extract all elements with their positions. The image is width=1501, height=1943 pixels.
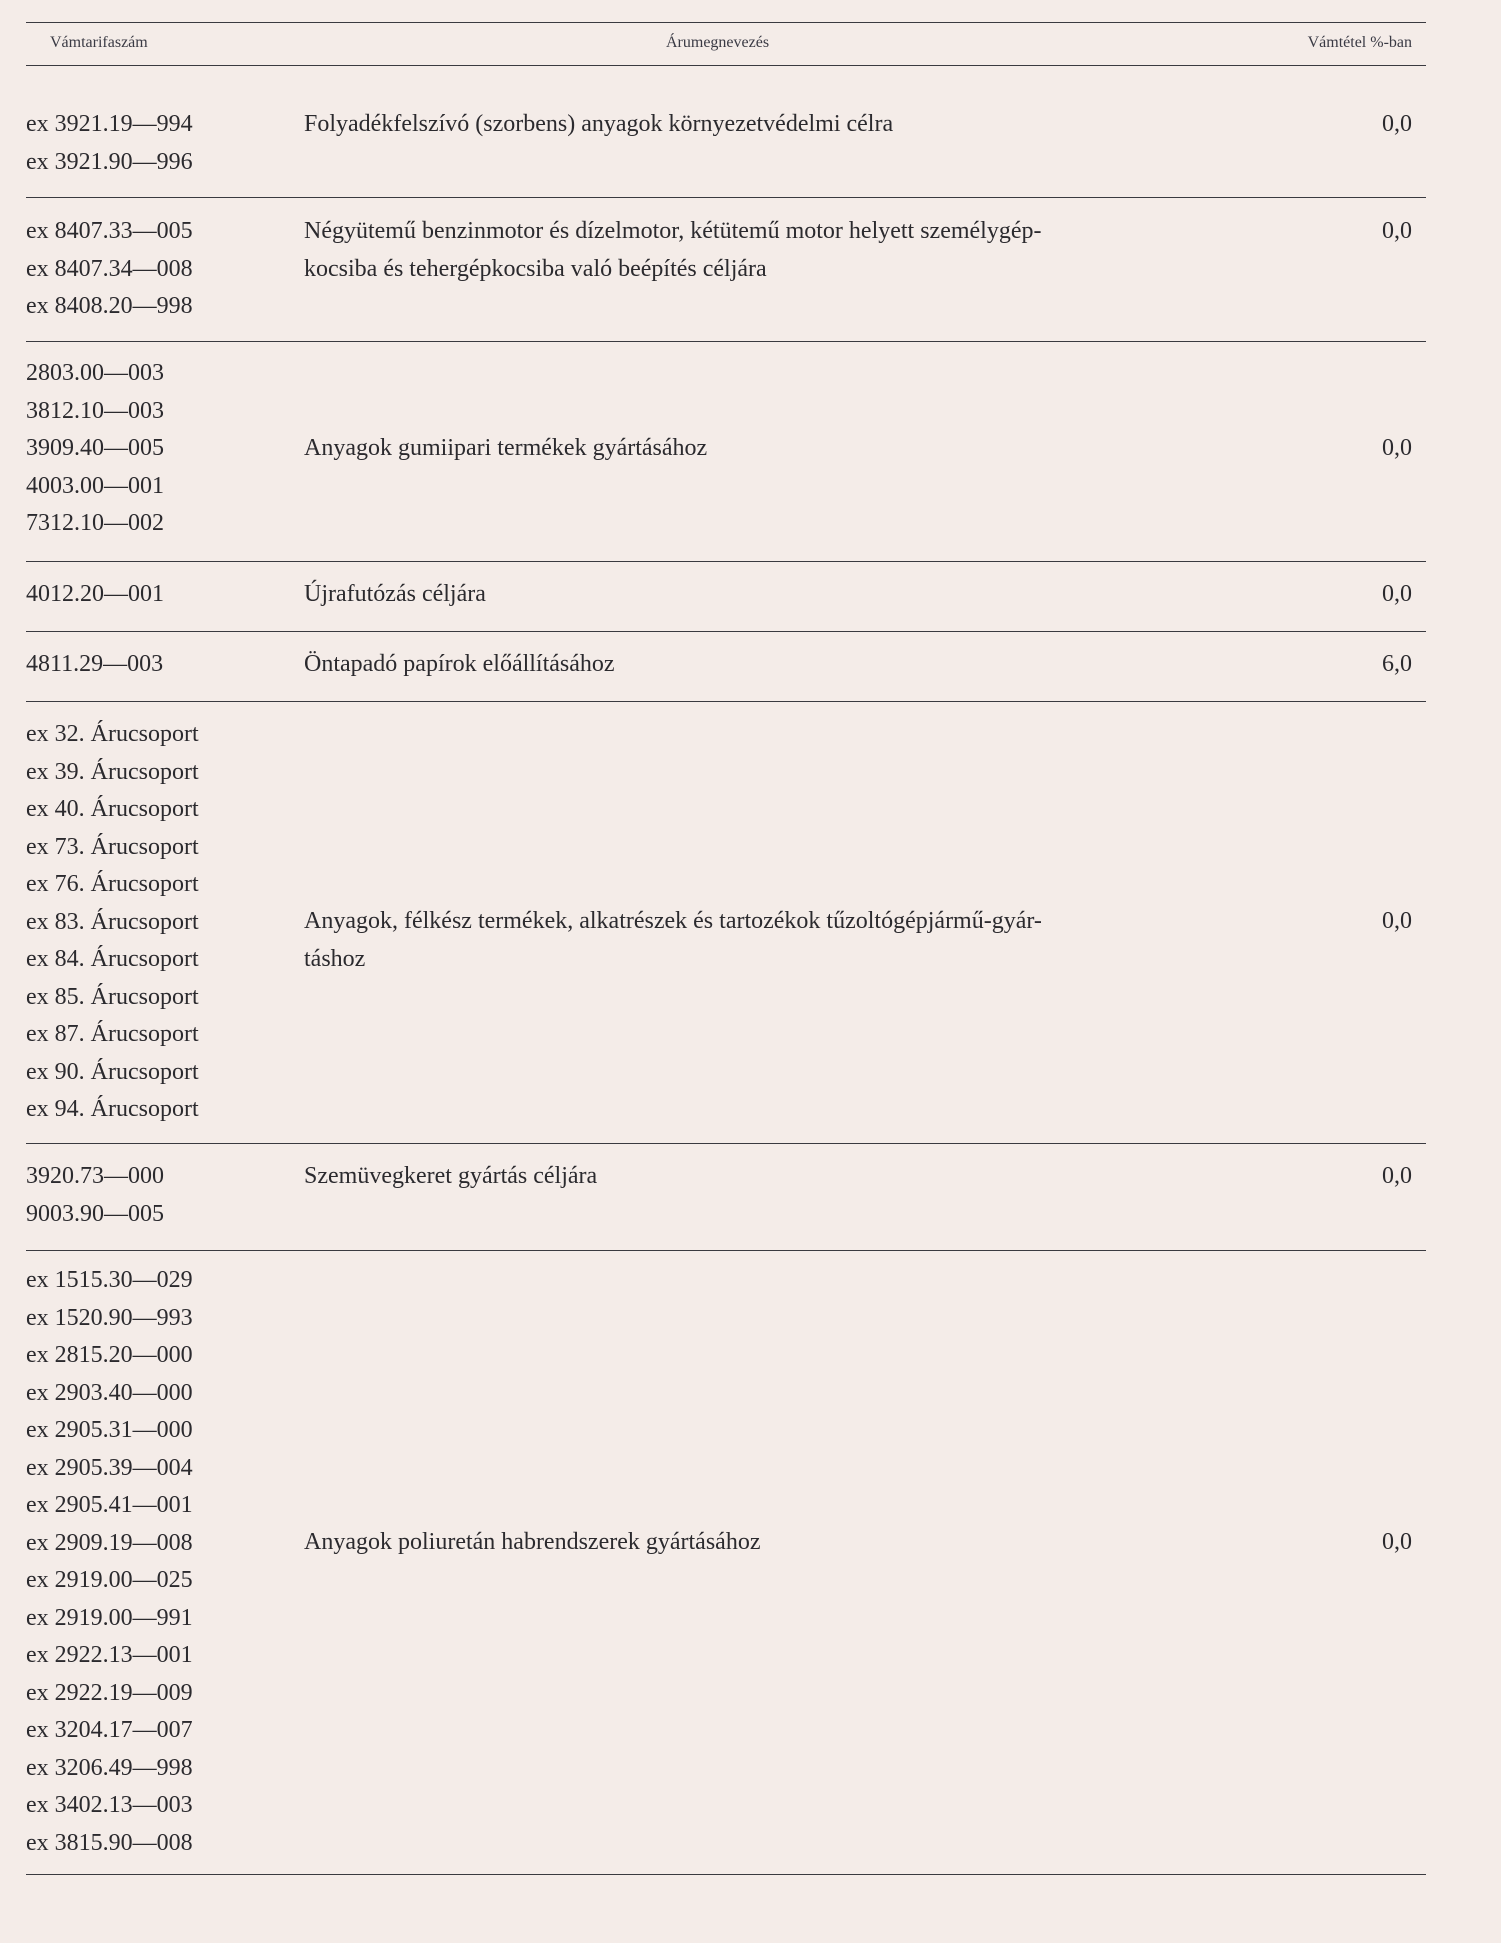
row-divider: [26, 631, 1426, 632]
top-rule: [26, 22, 1426, 23]
row-divider: [26, 701, 1426, 702]
header-rule: [26, 65, 1426, 66]
tariff-code: ex 39. Árucsoport: [26, 758, 199, 785]
duty-rate: 0,0: [1382, 1163, 1412, 1189]
tariff-codes: [26, 1262, 286, 1862]
tariff-code: ex 85. Árucsoport: [26, 983, 199, 1010]
tariff-code: 7312.10—002: [26, 510, 164, 536]
header-code-column: Vámtarifaszám: [50, 34, 148, 51]
duty-rate: 0,0: [1382, 908, 1412, 934]
duty-rate: 0,0: [1382, 218, 1412, 244]
tariff-codes: [26, 716, 286, 1129]
tariff-codes: [26, 576, 286, 614]
row-divider: [26, 561, 1426, 562]
tariff-code: ex 94. Árucsoport: [26, 1096, 199, 1122]
tariff-codes: [26, 355, 286, 543]
tariff-code: ex 3815.90—008: [26, 1829, 193, 1856]
tariff-code: ex 90. Árucsoport: [26, 1058, 199, 1085]
tariff-code: ex 2919.00—991: [26, 1604, 193, 1631]
goods-description: Anyagok, félkész termékek, alkatrészek és tartozékok tűzoltógépjármű-gyár- táshoz: [304, 908, 1042, 972]
goods-description: Négyütemű benzinmotor és dízelmotor, kétütemű motor helyett személygép- kocsiba és tehergépkocsiba való beépítés céljára: [304, 218, 1042, 282]
tariff-codes: [26, 213, 286, 326]
tariff-code: ex 83. Árucsoport: [26, 908, 199, 935]
duty-rate: 0,0: [1382, 435, 1412, 461]
tariff-code: ex 1520.90—993: [26, 1304, 193, 1331]
tariff-code: ex 2922.13—001: [26, 1642, 193, 1668]
header-description-column: Árumegnevezés: [666, 34, 770, 51]
goods-description: Újrafutózás céljára: [304, 581, 486, 607]
duty-rate: 6,0: [1382, 651, 1412, 677]
tariff-code: ex 84. Árucsoport: [26, 946, 199, 972]
tariff-code: ex 2905.39—004: [26, 1454, 193, 1481]
duty-rate: 0,0: [1382, 581, 1412, 607]
duty-rate: 0,0: [1382, 111, 1412, 137]
tariff-code: ex 3402.13—003: [26, 1792, 193, 1818]
tariff-code: 4003.00—001: [26, 472, 164, 499]
tariff-code: ex 8408.20—998: [26, 293, 193, 319]
tariff-code: ex 2919.00—025: [26, 1567, 193, 1593]
tariff-code: ex 8407.34—008: [26, 255, 193, 282]
goods-description: Öntapadó papírok előállításához: [304, 651, 615, 677]
tariff-code: ex 2905.41—001: [26, 1492, 193, 1518]
tariff-code: ex 40. Árucsoport: [26, 796, 199, 822]
row-divider: [26, 1143, 1426, 1144]
tariff-code: ex 3921.90—996: [26, 148, 193, 175]
tariff-code: ex 32. Árucsoport: [26, 721, 199, 747]
tariff-code: ex 2922.19—009: [26, 1679, 193, 1706]
tariff-code: ex 3206.49—998: [26, 1754, 193, 1781]
tariff-codes: [26, 106, 286, 181]
tariff-code: ex 3921.19—994: [26, 111, 193, 137]
goods-description: Folyadékfelszívó (szorbens) anyagok környezetvédelmi célra: [304, 111, 894, 137]
tariff-code: ex 73. Árucsoport: [26, 833, 199, 860]
tariff-code: 9003.90—005: [26, 1200, 164, 1227]
tariff-code: ex 87. Árucsoport: [26, 1021, 199, 1047]
tariff-code: 3909.40—005: [26, 435, 164, 461]
tariff-code: 2803.00—003: [26, 360, 164, 386]
tariff-code: ex 3204.17—007: [26, 1717, 193, 1743]
header-rate-column: Vámtétel %-ban: [1307, 34, 1412, 51]
tariff-code: 3920.73—000: [26, 1163, 164, 1189]
tariff-code: ex 2905.31—000: [26, 1417, 193, 1443]
table-header: [26, 34, 1426, 64]
tariff-code: 3812.10—003: [26, 397, 164, 424]
tariff-code: ex 2903.40—000: [26, 1379, 193, 1406]
tariff-code: 4811.29—003: [26, 651, 164, 677]
tariff-code: ex 8407.33—005: [26, 218, 193, 244]
goods-description: Szemüvegkeret gyártás céljára: [304, 1163, 598, 1189]
goods-description: Anyagok gumiipari termékek gyártásához: [304, 435, 708, 461]
tariff-code: ex 76. Árucsoport: [26, 871, 199, 897]
tariff-code: ex 1515.30—029: [26, 1267, 193, 1293]
row-divider: [26, 1250, 1426, 1251]
tariff-code: ex 2909.19—008: [26, 1529, 193, 1556]
tariff-code: 4012.20—001: [26, 581, 164, 607]
row-divider: [26, 197, 1426, 198]
tariff-code: ex 2815.20—000: [26, 1342, 193, 1368]
tariff-codes: [26, 1158, 286, 1233]
duty-rate: 0,0: [1382, 1529, 1412, 1555]
row-divider: [26, 341, 1426, 342]
bottom-rule: [26, 1874, 1426, 1875]
goods-description: Anyagok poliuretán habrendszerek gyártásához: [304, 1529, 761, 1555]
tariff-codes: [26, 646, 286, 684]
